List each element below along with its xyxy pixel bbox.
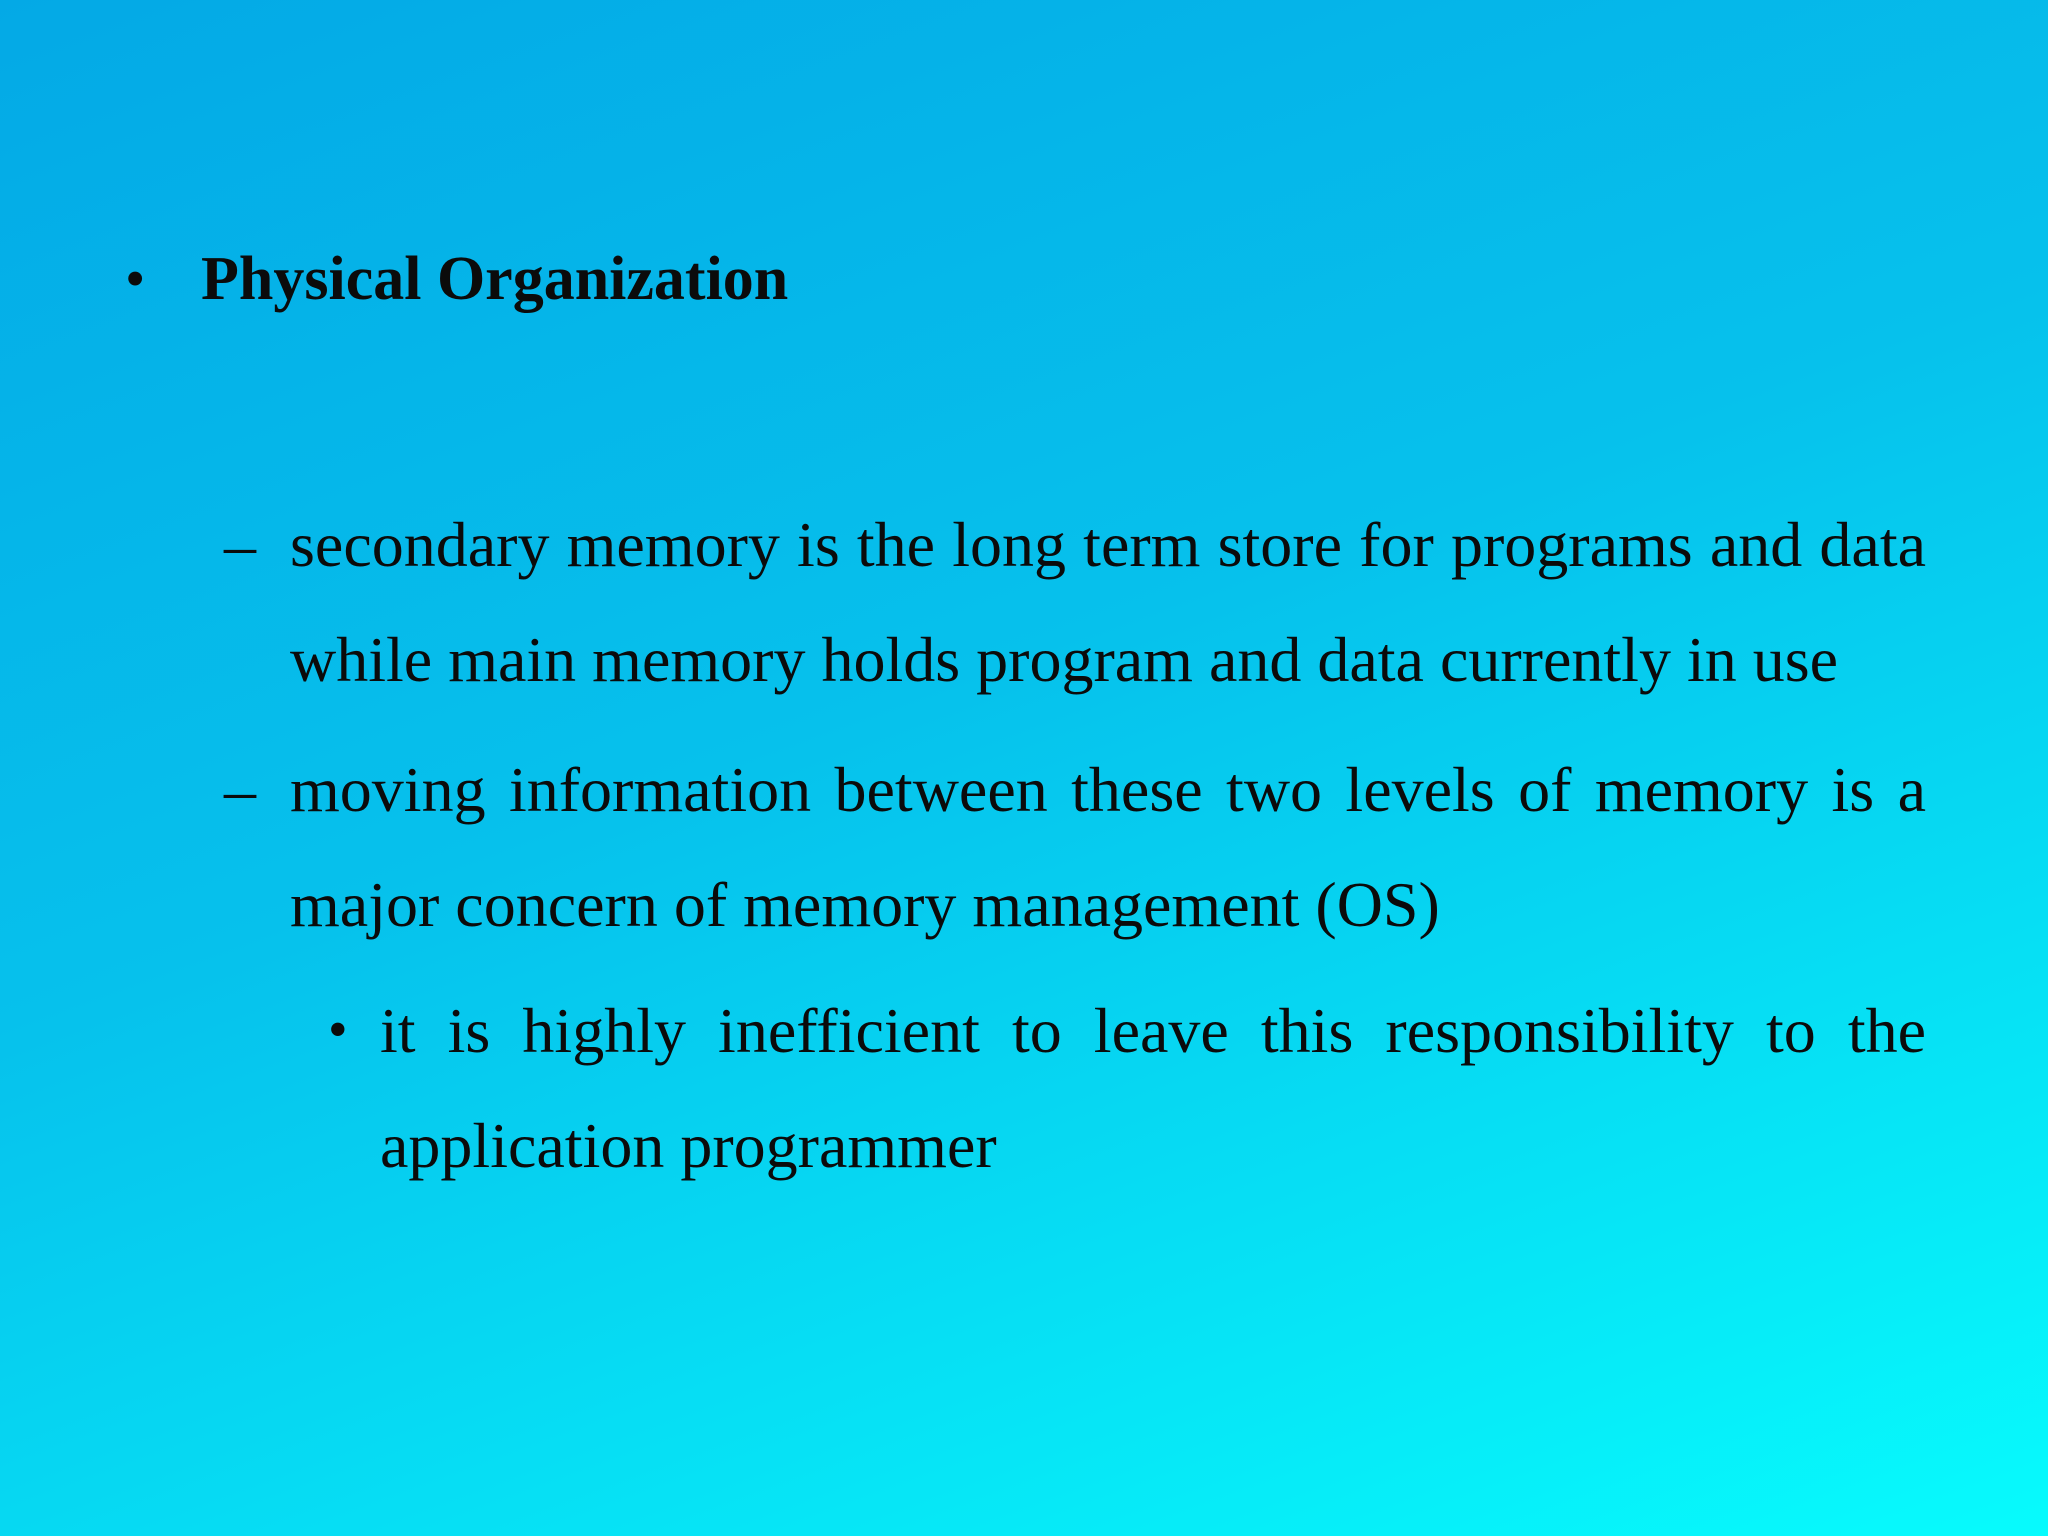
sub-bullet-item <box>220 487 1926 717</box>
sub-bullet-list <box>220 487 1926 1203</box>
dash-bullet-icon: – <box>224 509 256 580</box>
dash-bullet-icon: – <box>224 754 256 825</box>
sub-sub-bullet-text: it is highly inefficient to leave this responsibility to the application programmer <box>380 995 1926 1181</box>
heading-bullet-item <box>118 240 1918 318</box>
sub-sub-bullet-item <box>320 973 1926 1203</box>
sub-bullet-text: secondary memory is the long term store for programs and data while main memory holds program and data currently in use <box>290 509 1926 695</box>
bullet-icon: • <box>328 999 348 1061</box>
slide-heading: Physical Organization <box>201 245 789 313</box>
sub-bullet-item <box>220 732 1926 962</box>
sub-bullet-text: moving information between these two levels of memory is a major concern of memory management (OS) <box>290 754 1926 940</box>
bullet-icon: • <box>125 246 146 311</box>
